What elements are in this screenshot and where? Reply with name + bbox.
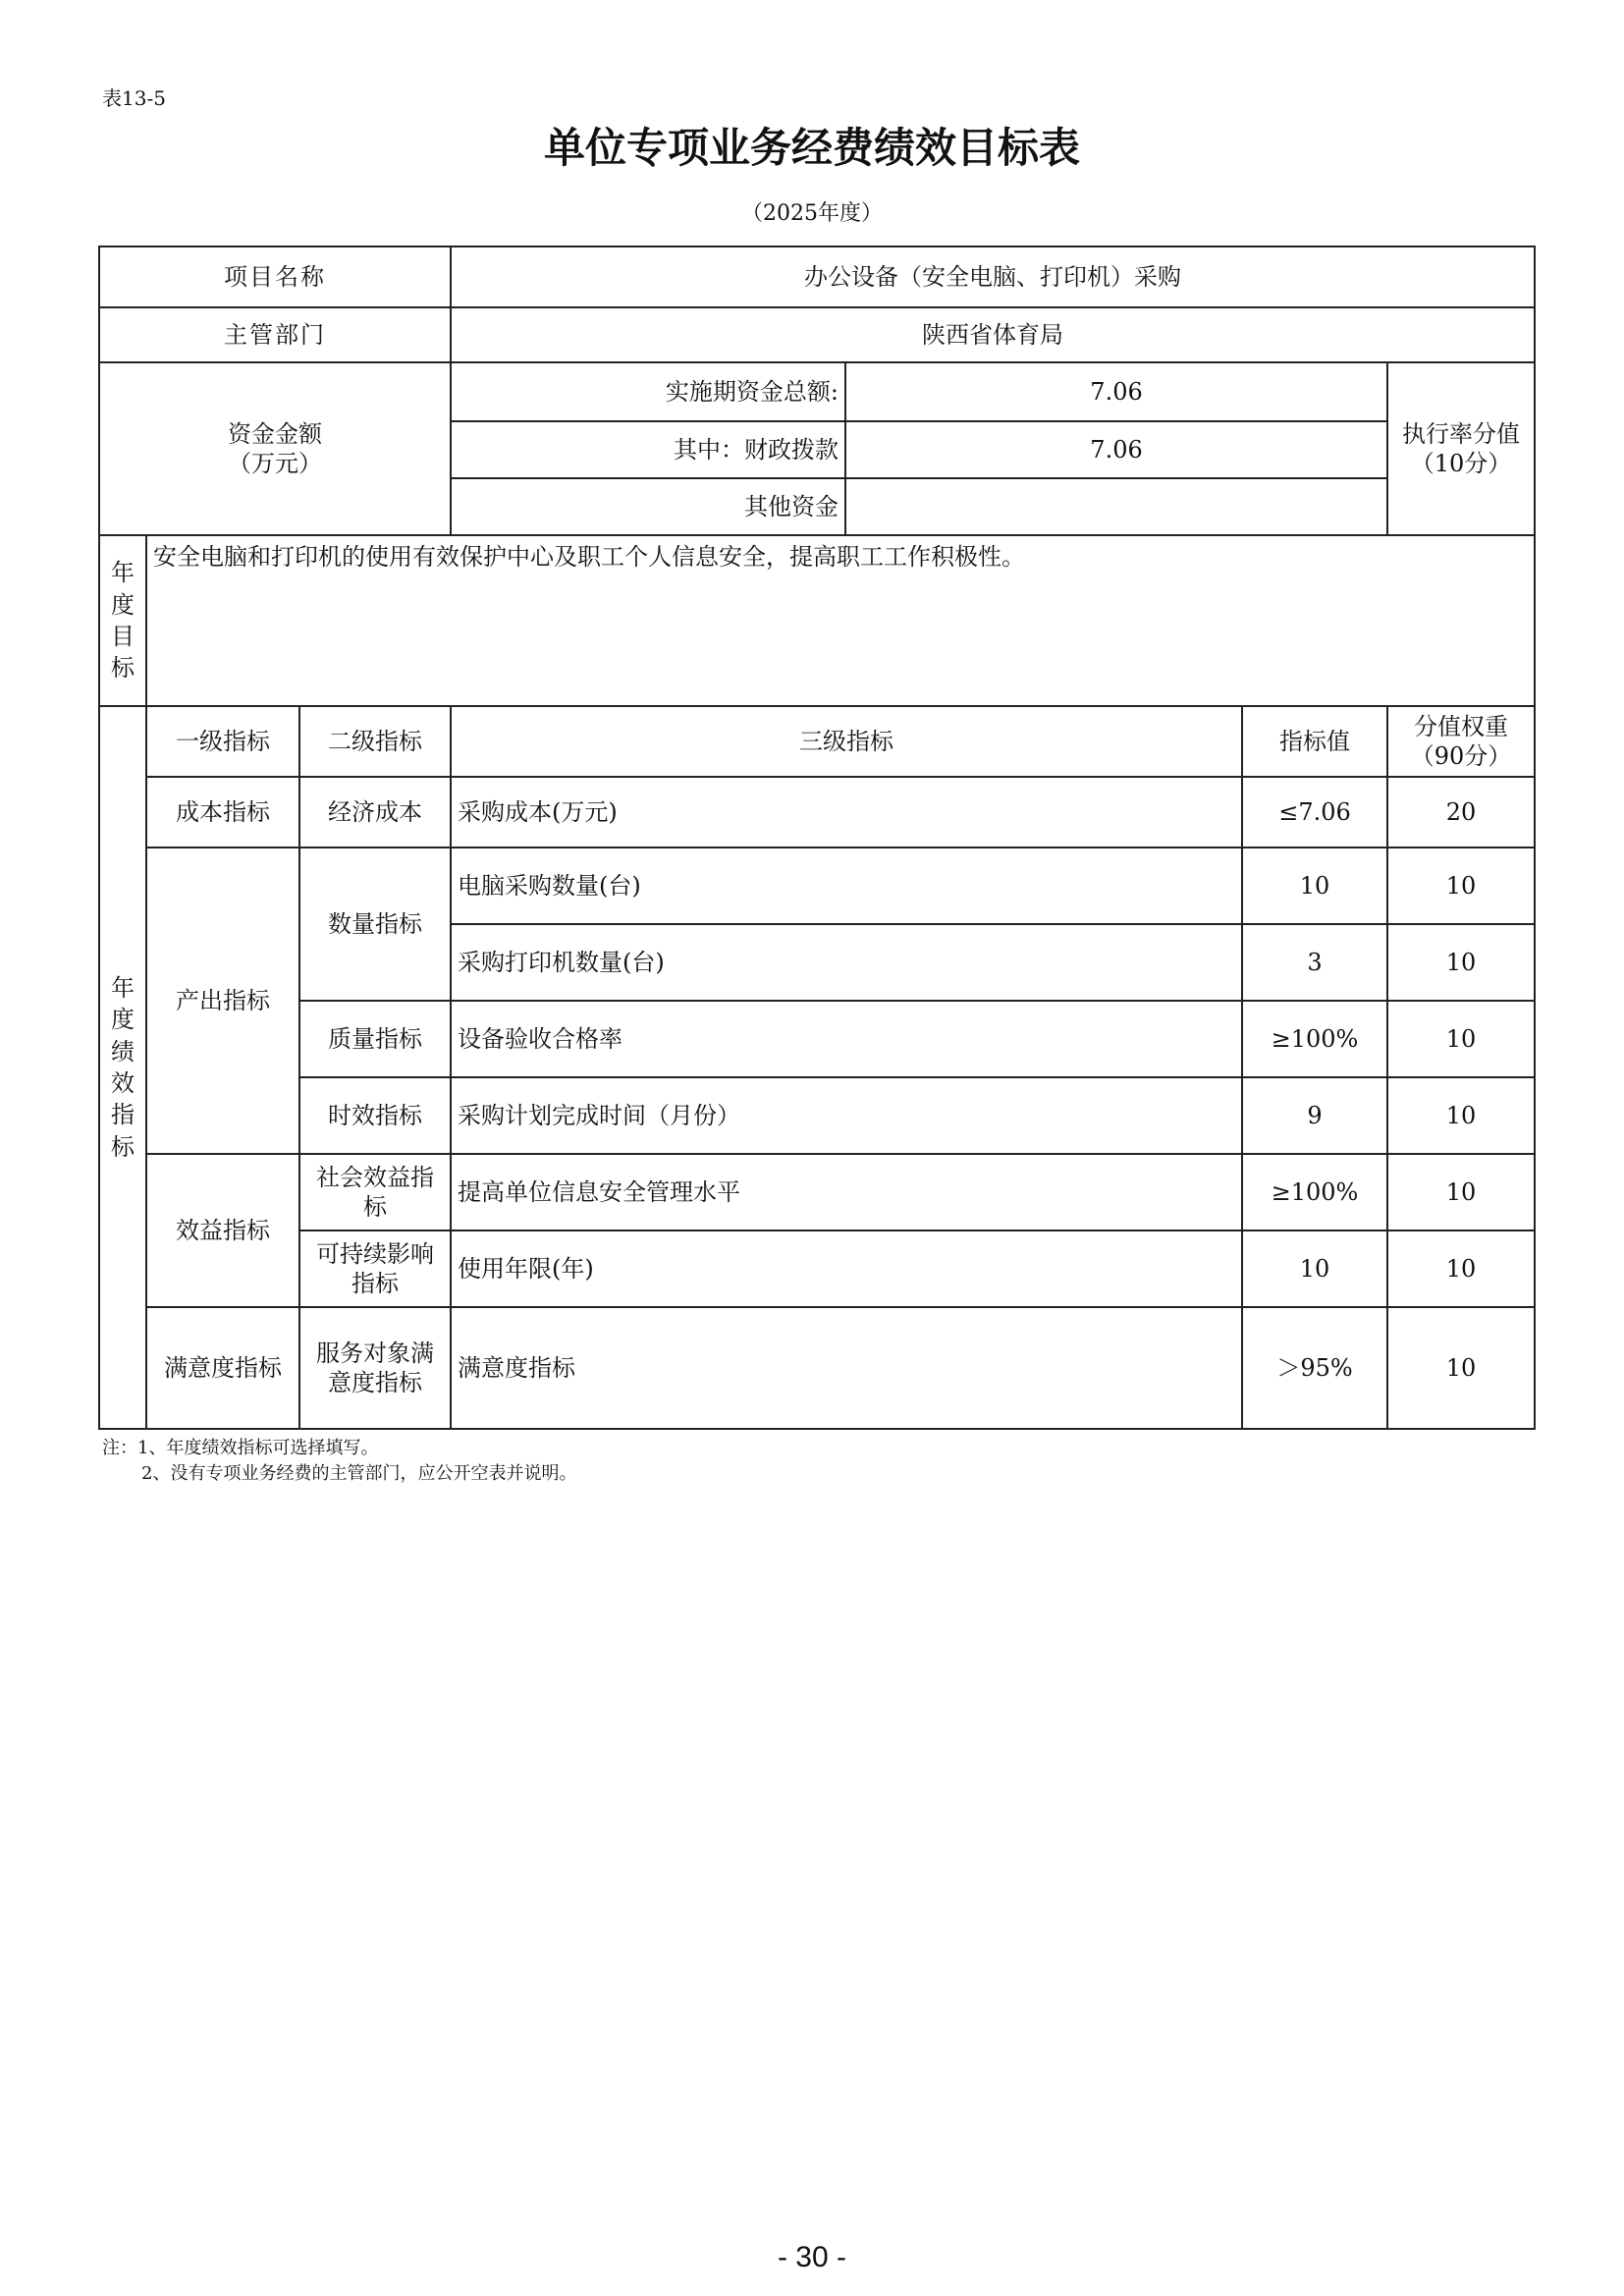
- funds-fiscal-label: 其中：财政拨款: [451, 421, 845, 478]
- sustain-weight: 10: [1387, 1230, 1535, 1307]
- footnotes: [102, 1436, 576, 1487]
- project-label: 项目名称: [99, 246, 451, 307]
- funds-unit: （万元）: [228, 450, 322, 477]
- funds-total-label: 实施期资金总额:: [451, 362, 845, 421]
- department-value: 陕西省体育局: [451, 307, 1535, 362]
- q1-l3: 电脑采购数量(台): [451, 847, 1242, 924]
- satisfaction-l1: 满意度指标: [146, 1307, 299, 1429]
- satisfaction-l3: 满意度指标: [451, 1307, 1242, 1429]
- department-row: [99, 307, 1535, 362]
- social-l3: 提高单位信息安全管理水平: [451, 1154, 1242, 1230]
- cost-weight: 20: [1387, 777, 1535, 847]
- table-row: [99, 1077, 1535, 1154]
- q1-weight: 10: [1387, 847, 1535, 924]
- table-row: [99, 1307, 1535, 1429]
- cost-l2: 经济成本: [299, 777, 451, 847]
- funds-other-label: 其他资金: [451, 478, 845, 535]
- table-row: [99, 1230, 1535, 1307]
- social-weight: 10: [1387, 1154, 1535, 1230]
- quality-value: ≥100%: [1242, 1001, 1387, 1077]
- quality-l3: 设备验收合格率: [451, 1001, 1242, 1077]
- timeliness-l3: 采购计划完成时间（月份）: [451, 1077, 1242, 1154]
- exec-rate-score: （10分）: [1410, 450, 1512, 477]
- funds-fiscal-value: 7.06: [845, 421, 1387, 478]
- header-weight-cell: [1387, 706, 1535, 777]
- cost-l3: 采购成本(万元): [451, 777, 1242, 847]
- table-number: 表13-5: [102, 86, 166, 110]
- funds-label: 资金金额: [228, 420, 322, 448]
- annual-goal-label-text: 年度目标: [110, 559, 135, 683]
- annual-goal-label: [99, 535, 146, 706]
- annual-goal-row: [99, 535, 1535, 706]
- header-weight: 分值权重: [1414, 713, 1509, 740]
- project-value: 办公设备（安全电脑、打印机）采购: [451, 246, 1535, 307]
- funds-total-row: [99, 362, 1535, 421]
- benefit-l1: 效益指标: [146, 1154, 299, 1307]
- table-row: [99, 1154, 1535, 1230]
- header-level1: 一级指标: [146, 706, 299, 777]
- exec-rate-cell: [1387, 362, 1535, 535]
- social-value: ≥100%: [1242, 1154, 1387, 1230]
- page-title: 单位专项业务经费绩效目标表: [543, 124, 1080, 172]
- department-label: 主管部门: [99, 307, 451, 362]
- funds-label-cell: [99, 362, 451, 535]
- table-row: [99, 777, 1535, 847]
- table-row: [99, 1001, 1535, 1077]
- satisfaction-l2: 服务对象满意度指标: [299, 1307, 451, 1429]
- quantity-l2: 数量指标: [299, 847, 451, 1001]
- timeliness-l2: 时效指标: [299, 1077, 451, 1154]
- satisfaction-weight: 10: [1387, 1307, 1535, 1429]
- indicator-section-label: [99, 706, 146, 1429]
- annual-goal-text: 安全电脑和打印机的使用有效保护中心及职工个人信息安全，提高职工工作积极性。: [146, 535, 1535, 706]
- header-weight-total: （90分）: [1410, 742, 1512, 770]
- timeliness-value: 9: [1242, 1077, 1387, 1154]
- quality-l2: 质量指标: [299, 1001, 451, 1077]
- project-row: [99, 246, 1535, 307]
- q2-l3: 采购打印机数量(台): [451, 924, 1242, 1001]
- q2-value: 3: [1242, 924, 1387, 1001]
- indicator-header-row: [99, 706, 1535, 777]
- year-label: （2025年度）: [741, 201, 883, 226]
- header-value: 指标值: [1242, 706, 1387, 777]
- page-number: - 30 -: [777, 2241, 847, 2273]
- performance-table: [98, 246, 1536, 1430]
- cost-l1: 成本指标: [146, 777, 299, 847]
- sustain-l2: 可持续影响指标: [299, 1230, 451, 1307]
- table-row: [99, 847, 1535, 924]
- header-level3: 三级指标: [451, 706, 1242, 777]
- quality-weight: 10: [1387, 1001, 1535, 1077]
- exec-rate-label: 执行率分值: [1402, 420, 1521, 448]
- q1-value: 10: [1242, 847, 1387, 924]
- output-l1: 产出指标: [146, 847, 299, 1154]
- indicator-section-label-text: 年度绩效指标: [110, 973, 135, 1161]
- social-l2: 社会效益指标: [299, 1154, 451, 1230]
- timeliness-weight: 10: [1387, 1077, 1535, 1154]
- sustain-value: 10: [1242, 1230, 1387, 1307]
- header-level2: 二级指标: [299, 706, 451, 777]
- sustain-l3: 使用年限(年): [451, 1230, 1242, 1307]
- funds-total-value: 7.06: [845, 362, 1387, 421]
- cost-value: ≤7.06: [1242, 777, 1387, 847]
- satisfaction-value: ＞95%: [1242, 1307, 1387, 1429]
- footnote-1: 注：1、年度绩效指标可选择填写。: [102, 1438, 379, 1458]
- footnote-2: 2、没有专项业务经费的主管部门，应公开空表并说明。: [141, 1463, 577, 1484]
- funds-other-value: [845, 478, 1387, 535]
- q2-weight: 10: [1387, 924, 1535, 1001]
